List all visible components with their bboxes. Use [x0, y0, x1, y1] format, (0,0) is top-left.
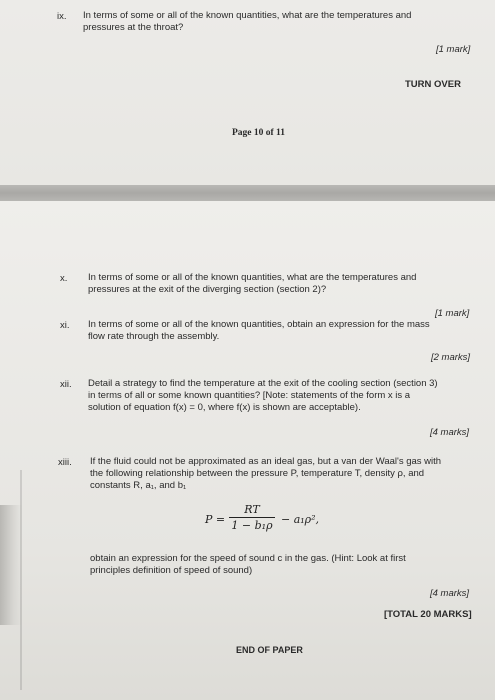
question-9-marks: [1 mark]	[436, 44, 471, 55]
question-9-text-line2: pressures at the throat?	[83, 22, 184, 33]
question-13-text-line2: the following relationship between the pressure P, temperature T, density ρ, and	[90, 468, 425, 479]
question-9-number: ix.	[57, 11, 67, 22]
question-11-number: xi.	[60, 320, 70, 331]
question-11-text-line1: In terms of some or all of the known quantities, obtain an expression for the mass	[88, 319, 430, 330]
van-der-waals-equation	[205, 503, 355, 537]
equation-lhs: P =	[205, 513, 226, 526]
question-13-text-line5: principles definition of speed of sound)	[90, 565, 253, 576]
total-marks-label: [TOTAL 20 MARKS]	[384, 609, 472, 620]
question-11-text-line2: flow rate through the assembly.	[88, 331, 220, 342]
question-11-marks: [2 marks]	[431, 352, 471, 363]
question-13-text-line1: If the fluid could not be approximated as an ideal gas, but a van der Waal's gas with	[90, 456, 442, 467]
equation-numerator: RT	[244, 503, 260, 516]
page-divider	[0, 185, 495, 201]
equation-fraction	[229, 503, 275, 532]
question-12-text-line1: Detail a strategy to find the temperature at the exit of the cooling section (section 3)	[88, 378, 438, 389]
question-12-text-line3: solution of equation f(x) = 0, where f(x) is shown are acceptable).	[88, 402, 361, 413]
turn-over-label: TURN OVER	[405, 79, 461, 90]
question-12-marks: [4 marks]	[430, 427, 470, 438]
question-13-marks: [4 marks]	[430, 588, 470, 599]
page-top-sheet	[0, 0, 495, 185]
end-of-paper-label: END OF PAPER	[236, 645, 303, 655]
equation-tail: − a₁ρ²,	[281, 513, 320, 526]
paper-fold-line	[20, 470, 22, 690]
question-10-number: x.	[60, 273, 68, 284]
question-13-text-line4: obtain an expression for the speed of sound c in the gas. (Hint: Look at first	[90, 553, 406, 564]
question-12-text-line2: in terms of all or some known quantities? [Note: statements of the form x is a	[88, 390, 411, 401]
question-10-text-line1: In terms of some or all of the known quantities, what are the temperatures and	[88, 272, 417, 283]
question-13-number: xiii.	[58, 457, 72, 468]
question-10-marks: [1 mark]	[435, 308, 470, 319]
question-10-text-line2: pressures at the exit of the diverging section (section 2)?	[88, 284, 327, 295]
page-number-label: Page 10 of 11	[232, 128, 286, 138]
question-13-text-line3: constants R, a₁, and b₁	[90, 480, 187, 491]
paper-fold-shadow	[0, 505, 22, 625]
question-9-text-line1: In terms of some or all of the known quantities, what are the temperatures and	[83, 10, 412, 21]
equation-denominator: 1 − b₁ρ	[231, 519, 273, 532]
question-12-number: xii.	[60, 379, 72, 390]
